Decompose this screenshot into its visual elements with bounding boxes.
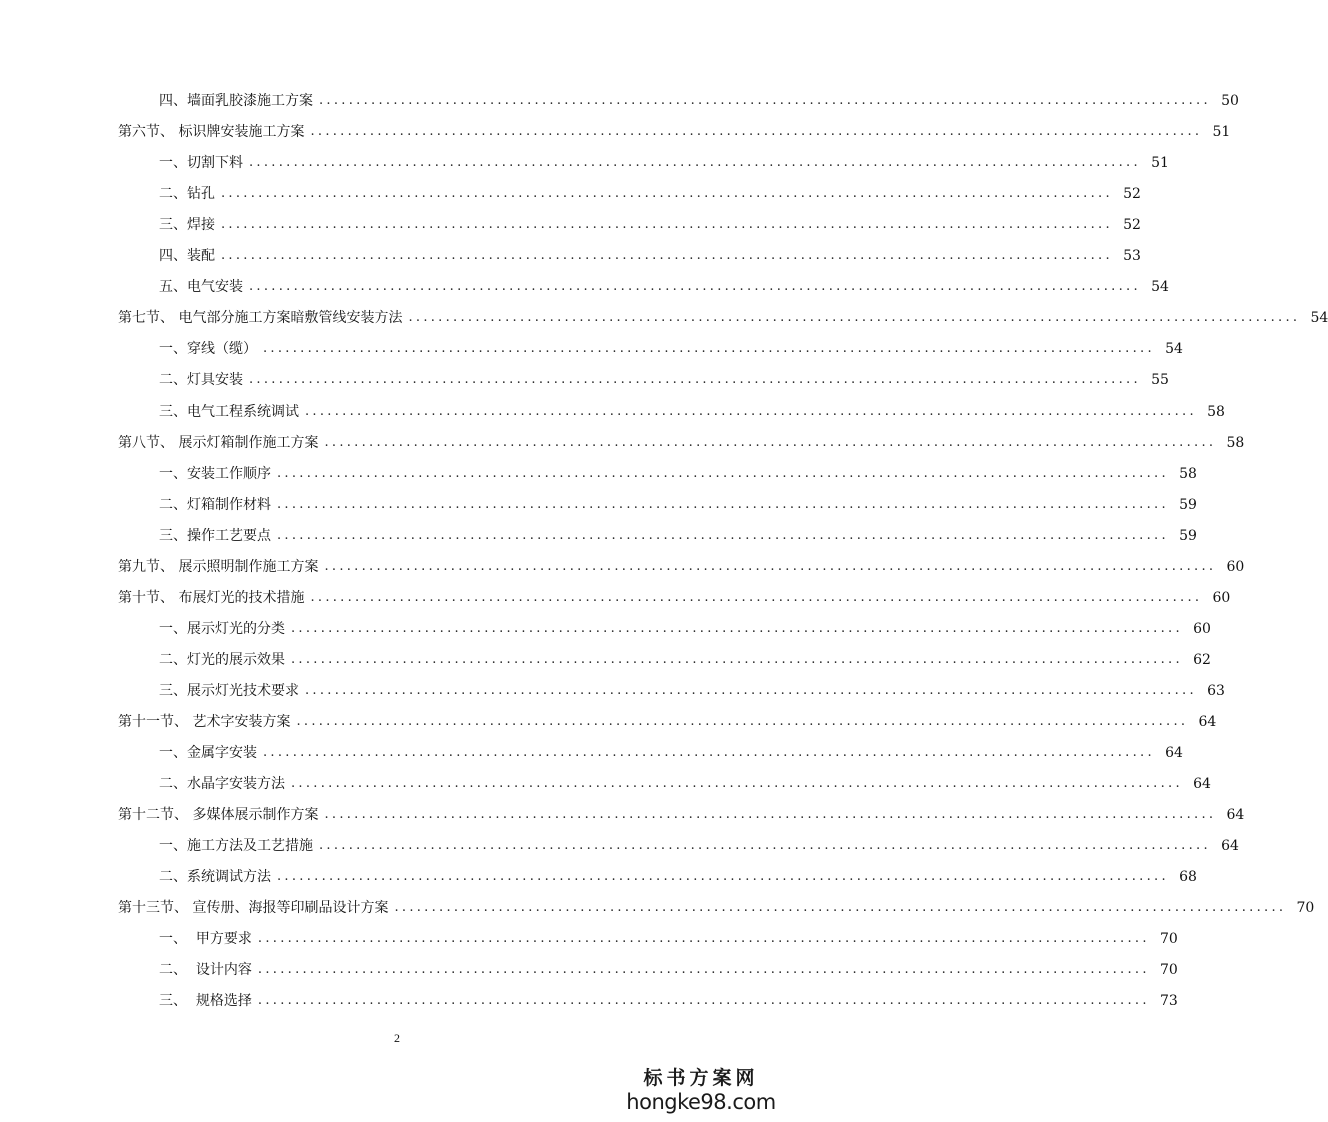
- toc-page: 58: [1207, 403, 1225, 420]
- toc-entry[interactable]: [159, 401, 1225, 423]
- toc-entry[interactable]: [159, 369, 1169, 391]
- toc-page: 51: [1212, 124, 1231, 141]
- toc-leader: ........................................................................................................................: [263, 745, 1155, 761]
- toc-label: 第十节、 布展灯光的技术措施: [118, 589, 305, 606]
- toc-page: 58: [1179, 465, 1197, 482]
- toc-label: 第九节、 展示照明制作施工方案: [118, 558, 319, 575]
- toc-entry[interactable]: [159, 90, 1239, 112]
- toc-label: 二、灯具安装: [159, 372, 243, 389]
- toc-entry[interactable]: [159, 338, 1183, 360]
- toc-label: 第八节、 展示灯箱制作施工方案: [118, 434, 319, 451]
- toc-leader: ........................................................................................................................: [249, 155, 1141, 171]
- toc-page: 64: [1221, 838, 1239, 855]
- toc-entry[interactable]: [159, 245, 1141, 267]
- toc-entry[interactable]: [118, 307, 1328, 329]
- toc-label: 一、切割下料: [159, 155, 243, 172]
- toc-label: 第十二节、 多媒体展示制作方案: [118, 807, 319, 824]
- toc-page: 62: [1193, 651, 1211, 668]
- toc-entry[interactable]: [159, 463, 1197, 485]
- watermark-en: hongke98.com: [626, 1090, 776, 1114]
- toc-page: 73: [1159, 993, 1178, 1010]
- toc-entry[interactable]: [159, 276, 1169, 298]
- toc-page: 52: [1123, 217, 1141, 234]
- toc-label: 一、展示灯光的分类: [159, 620, 285, 637]
- toc-label: 二、灯光的展示效果: [159, 651, 285, 668]
- toc-label: 一、施工方法及工艺措施: [159, 838, 313, 855]
- toc-entry[interactable]: [159, 618, 1211, 640]
- toc-leader: ........................................................................................................................: [277, 465, 1169, 481]
- toc-entry[interactable]: [159, 214, 1141, 236]
- page-number: 2: [394, 1031, 400, 1045]
- toc-page: 59: [1179, 496, 1197, 513]
- toc-label: 一、安装工作顺序: [159, 465, 271, 482]
- toc-label: 一、穿线（缆）: [159, 341, 257, 358]
- toc-leader: ........................................................................................................................: [408, 310, 1301, 326]
- toc-leader: ........................................................................................................................: [296, 714, 1189, 729]
- toc-label: 一、金属字安装: [159, 745, 257, 762]
- toc-leader: ........................................................................................................................: [310, 124, 1203, 140]
- toc-label: 三、展示灯光技术要求: [159, 682, 299, 699]
- toc-entry[interactable]: [118, 556, 1245, 578]
- toc-leader: ........................................................................................................................: [394, 900, 1287, 916]
- toc-page: 70: [1159, 931, 1178, 948]
- toc-entry[interactable]: [159, 525, 1197, 547]
- toc-leader: ........................................................................................................................: [277, 527, 1169, 543]
- toc-page: 64: [1226, 807, 1245, 824]
- toc-leader: ........................................................................................................................: [310, 589, 1203, 605]
- toc-page: 58: [1226, 434, 1245, 451]
- toc-leader: ........................................................................................................................: [319, 93, 1211, 108]
- toc-entry[interactable]: [159, 742, 1183, 764]
- toc-page: 70: [1159, 962, 1178, 979]
- toc-entry[interactable]: [159, 959, 1178, 981]
- toc-page: 59: [1179, 527, 1197, 544]
- toc-page: 68: [1179, 869, 1197, 886]
- toc-label: 二、钻孔: [159, 186, 215, 203]
- toc-leader: ........................................................................................................................: [291, 651, 1183, 667]
- toc-page: 54: [1310, 310, 1328, 327]
- toc-page: 64: [1165, 745, 1183, 762]
- toc-page: 54: [1151, 279, 1169, 296]
- toc-label: 第十三节、 宣传册、海报等印刷品设计方案: [118, 900, 389, 917]
- toc-entry[interactable]: [118, 587, 1231, 609]
- toc-leader: ........................................................................................................................: [257, 962, 1150, 978]
- toc-leader: ........................................................................................................................: [221, 248, 1113, 264]
- toc-label: 二、系统调试方法: [159, 869, 271, 886]
- toc-entry[interactable]: [159, 680, 1225, 702]
- toc-entry[interactable]: [118, 711, 1217, 733]
- toc-leader: ........................................................................................................................: [305, 403, 1197, 419]
- toc-leader: ........................................................................................................................: [277, 869, 1169, 885]
- toc-label: 三、 规格选择: [159, 993, 252, 1010]
- toc-page: 63: [1207, 682, 1225, 699]
- toc-page: 64: [1198, 714, 1217, 730]
- toc-page: 50: [1221, 93, 1239, 109]
- toc-page: 60: [1226, 558, 1245, 575]
- toc-entry[interactable]: [118, 432, 1245, 454]
- toc-leader: ........................................................................................................................: [249, 372, 1141, 388]
- watermark-logo: [626, 1066, 776, 1114]
- toc-entry[interactable]: [159, 649, 1211, 671]
- toc-leader: ........................................................................................................................: [257, 931, 1150, 947]
- toc-leader: ........................................................................................................................: [257, 993, 1150, 1009]
- toc-leader: ........................................................................................................................: [305, 682, 1197, 698]
- toc-label: 五、电气安装: [159, 279, 243, 296]
- toc-label: 四、墙面乳胶漆施工方案: [159, 93, 313, 109]
- toc-entry[interactable]: [159, 866, 1197, 888]
- toc-leader: ........................................................................................................................: [324, 434, 1217, 450]
- toc-label: 二、水晶字安装方法: [159, 776, 285, 793]
- toc-label: 第六节、 标识牌安装施工方案: [118, 124, 305, 141]
- toc-leader: ........................................................................................................................: [263, 341, 1155, 357]
- toc-label: 二、灯箱制作材料: [159, 496, 271, 513]
- toc-entry[interactable]: [159, 773, 1211, 795]
- toc-leader: ........................................................................................................................: [249, 279, 1141, 295]
- toc-label: 三、电气工程系统调试: [159, 403, 299, 420]
- toc-leader: ........................................................................................................................: [324, 807, 1217, 823]
- toc-page: 53: [1123, 248, 1141, 265]
- toc-page: 51: [1151, 155, 1169, 172]
- toc-page: 64: [1193, 776, 1211, 793]
- toc-page: 55: [1151, 372, 1169, 389]
- toc-label: 第七节、 电气部分施工方案暗敷管线安装方法: [118, 310, 403, 327]
- toc-label: 一、 甲方要求: [159, 931, 252, 948]
- toc-page: 70: [1296, 900, 1315, 917]
- toc-leader: ........................................................................................................................: [291, 776, 1183, 792]
- toc-leader: ........................................................................................................................: [277, 496, 1169, 512]
- toc-entry[interactable]: [159, 835, 1239, 857]
- toc-label: 四、装配: [159, 248, 215, 265]
- toc-page: 60: [1212, 589, 1231, 606]
- toc-entry[interactable]: [118, 121, 1231, 143]
- watermark-cn: 标书方案网: [643, 1067, 759, 1089]
- toc-leader: ........................................................................................................................: [291, 620, 1183, 636]
- toc-leader: ........................................................................................................................: [319, 838, 1211, 854]
- toc-entry[interactable]: [159, 152, 1169, 174]
- toc-leader: ........................................................................................................................: [221, 186, 1113, 202]
- toc-label: 二、 设计内容: [159, 962, 252, 979]
- toc-entry[interactable]: [159, 928, 1178, 950]
- toc-entry[interactable]: [118, 804, 1245, 826]
- toc-entry[interactable]: [118, 897, 1315, 919]
- toc-page: 52: [1123, 186, 1141, 203]
- toc-leader: ........................................................................................................................: [324, 558, 1217, 574]
- toc-label: 三、焊接: [159, 217, 215, 234]
- toc-entry[interactable]: [159, 990, 1178, 1012]
- toc-entry[interactable]: [159, 183, 1141, 205]
- toc-leader: ........................................................................................................................: [221, 217, 1113, 233]
- toc-label: 第十一节、 艺术字安装方案: [118, 714, 291, 730]
- toc-label: 三、操作工艺要点: [159, 527, 271, 544]
- toc-page: 60: [1193, 620, 1211, 637]
- toc-page: 54: [1165, 341, 1183, 358]
- toc-entry[interactable]: [159, 494, 1197, 516]
